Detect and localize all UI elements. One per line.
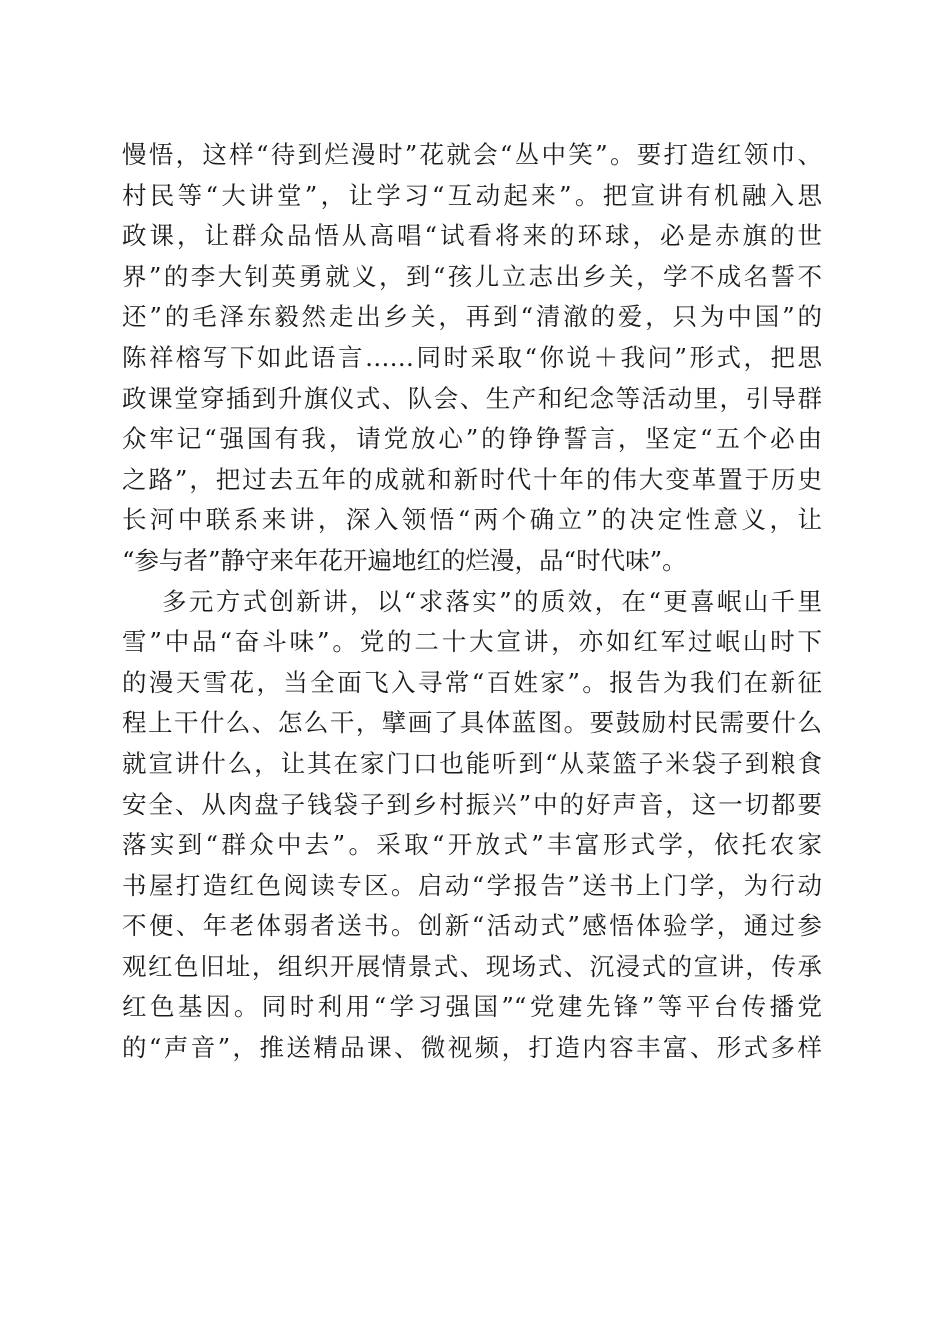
text-line: 红色基因。同时利用“学习强国”“党建先锋”等平台传播党 (122, 992, 822, 1022)
text-line: 政课堂穿插到升旗仪式、队会、生产和纪念等活动里，引导群 (122, 383, 822, 413)
text-line: 陈祥榕写下如此语言……同时采取“你说＋我问”形式，把思 (122, 342, 822, 372)
text-line: 的“声音”，推送精品课、微视频，打造内容丰富、形式多样 (122, 1033, 822, 1063)
text-line: 的漫天雪花，当全面飞入寻常“百姓家”。报告为我们在新征 (122, 667, 822, 697)
text-line: 雪”中品“奋斗味”。党的二十大宣讲，亦如红军过岷山时下 (122, 627, 822, 657)
text-line: 众牢记“强国有我，请党放心”的铮铮誓言，坚定“五个必由 (122, 424, 822, 454)
text-line: “参与者”静守来年花开遍地红的烂漫，品“时代味”。 (122, 545, 687, 575)
text-line: 多元方式创新讲，以“求落实”的质效，在“更喜岷山千里 (162, 586, 822, 616)
body-text (122, 135, 822, 1069)
text-line: 观红色旧址，组织开展情景式、现场式、沉浸式的宣讲，传承 (122, 951, 822, 981)
text-line: 政课，让群众品悟从高唱“试看将来的环球，必是赤旗的世 (122, 221, 822, 251)
text-line: 安全、从肉盘子钱袋子到乡村振兴”中的好声音，这一切都要 (122, 789, 822, 819)
text-line: 就宣讲什么，让其在家门口也能听到“从菜篮子米袋子到粮食 (122, 748, 822, 778)
paragraph (122, 582, 822, 1069)
text-line: 长河中联系来讲，深入领悟“两个确立”的决定性意义，让 (122, 505, 822, 535)
text-line: 界”的李大钊英勇就义，到“孩儿立志出乡关，学不成名誓不 (122, 261, 822, 291)
text-line: 慢悟，这样“待到烂漫时”花就会“丛中笑”。要打造红领巾、 (122, 140, 822, 169)
paragraph (122, 135, 822, 582)
text-line: 不便、年老体弱者送书。创新“活动式”感悟体验学，通过参 (122, 911, 822, 941)
text-line: 落实到“群众中去”。采取“开放式”丰富形式学，依托农家 (122, 830, 822, 860)
text-line: 程上干什么、怎么干，擘画了具体蓝图。要鼓励村民需要什么 (122, 708, 822, 738)
text-line: 村民等“大讲堂”，让学习“互动起来”。把宣讲有机融入思 (122, 180, 822, 210)
text-line: 之路”，把过去五年的成就和新时代十年的伟大变革置于历史 (122, 464, 822, 494)
text-line: 书屋打造红色阅读专区。启动“学报告”送书上门学，为行动 (122, 870, 822, 900)
text-line: 还”的毛泽东毅然走出乡关，再到“清澈的爱，只为中国”的 (122, 302, 822, 332)
